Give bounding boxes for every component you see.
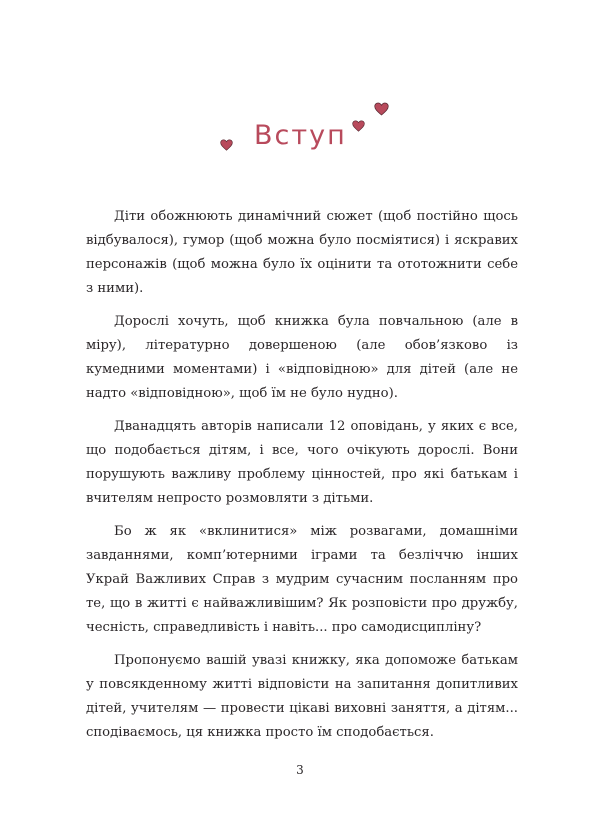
paragraph: Дорослі хочуть, щоб книжка була повчальною (але в міру), літературно довершеною (але обов’язково із кумедними моментами) і «відповідною» для дітей (але не надто «відповідною», щоб їм не було нудно). [86,314,518,401]
heart-icon [352,120,365,132]
paragraph: Діти обожнюють динамічний сюжет (щоб постійно щось відбувалося), гумор (щоб можна було посміятися) і яскравих персонажів (щоб можна було їх оцінити та ототожнити себе з ними). [86,209,518,296]
body-text [86,205,518,754]
paragraph: Бо ж як «вклинитися» між розвагами, домашніми завданнями, комп’ютерними іграми та безліччю інших Украй Важливих Справ з мудрим сучасним посланням про те, що в житті є найважливішим? Як розповісти про дружбу, чесність, справедливість і навіть... про самодисципліну? [86,524,518,635]
page-number: 3 [296,763,304,777]
paragraph: Дванадцять авторів написали 12 оповідань, у яких є все, що подобається дітям, і все, чого очікують дорослі. Вони порушують важливу проблему цінностей, про які батькам і вчителям непросто розмовляти з дітьми. [86,419,518,506]
heart-icon [374,102,389,116]
page-title: Вступ [254,120,347,151]
heart-icon [220,139,233,151]
paragraph: Пропонуємо вашій увазі книжку, яка допоможе батькам у повсякденному житті відповісти на запитання допитливих дітей, учителям — провести цікаві виховні заняття, а дітям... сподіваємось, ця книжка просто їм сподобається. [86,653,518,740]
heading-block [210,96,400,166]
